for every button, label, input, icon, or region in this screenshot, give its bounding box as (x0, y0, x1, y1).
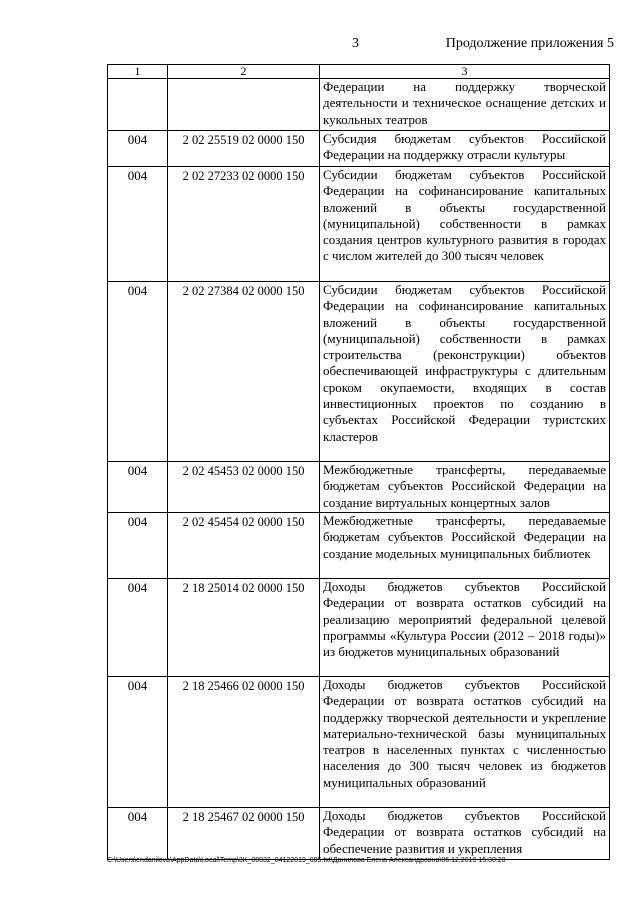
budget-code-cell: 2 02 45454 02 0000 150 (168, 513, 320, 579)
budget-code-cell: 2 02 25519 02 0000 150 (168, 131, 320, 167)
description-cell: Субсидии бюджетам субъектов Российской Федерации на софинансирование капитальных вложений в объекты государственной (муниципальной) собственности в рамках создания центров культурного развития в городах с числом жителей до 300 тысяч человек (320, 167, 610, 282)
description-cell: Субсидия бюджетам субъектов Российской Федерации на поддержку отрасли культуры (320, 131, 610, 167)
column-number-3: 3 (320, 65, 610, 79)
description-cell: Доходы бюджетов субъектов Российской Федерации от возврата остатков субсидий на реализацию мероприятий федеральной целевой программы «Культура России (2012 – 2018 годы)» из бюджетов муниципальных образований (320, 579, 610, 677)
admin-code-cell: 004 (108, 282, 168, 462)
budget-code-cell: 2 18 25467 02 0000 150 (168, 808, 320, 860)
admin-code-cell: 004 (108, 167, 168, 282)
admin-code-cell (108, 79, 168, 131)
table-row (108, 167, 610, 282)
table-row (108, 677, 610, 808)
budget-code-cell: 2 18 25466 02 0000 150 (168, 677, 320, 808)
page-number: 3 (352, 36, 359, 51)
description-cell: Федерации на поддержку творческой деятельности и техническое оснащение детских и кукольных театров (320, 79, 610, 131)
budget-code-cell: 2 02 27384 02 0000 150 (168, 282, 320, 462)
admin-code-cell: 004 (108, 513, 168, 579)
budget-code-cell (168, 79, 320, 131)
table-row (108, 513, 610, 579)
revenue-codes-table (107, 64, 610, 860)
column-number-row (108, 65, 610, 79)
description-cell: Доходы бюджетов субъектов Российской Федерации от возврата остатков субсидий на поддержку творческой деятельности и укрепление материально-технической базы муниципальных театров в населенных пунктах с численностью населения до 300 тысяч человек из бюджетов муниципальных образований (320, 677, 610, 808)
description-cell: Субсидии бюджетам субъектов Российской Федерации на софинансирование капитальных вложений в объекты государственной (муниципальной) собственности в рамках строительства (реконструкции) объектов обеспечивающей инфраструктуры с длительным сроком окупаемости, входящих в состав инвестиционных проектов по созданию в субъектах Российской Федерации туристских кластеров (320, 282, 610, 462)
column-number-1: 1 (108, 65, 168, 79)
budget-code-cell: 2 02 45453 02 0000 150 (168, 462, 320, 513)
continuation-label: Продолжение приложения 5 (445, 36, 614, 51)
admin-code-cell: 004 (108, 808, 168, 860)
table-row (108, 579, 610, 677)
table-row (108, 79, 610, 131)
budget-code-cell: 2 02 27233 02 0000 150 (168, 167, 320, 282)
admin-code-cell: 004 (108, 462, 168, 513)
admin-code-cell: 004 (108, 677, 168, 808)
budget-code-cell: 2 18 25014 02 0000 150 (168, 579, 320, 677)
table-row (108, 131, 610, 167)
admin-code-cell: 004 (108, 131, 168, 167)
description-cell: Доходы бюджетов субъектов Российской Федерации от возврата остатков субсидий на обеспечение развития и укрепления (320, 808, 610, 860)
table-row (108, 808, 610, 860)
description-cell: Межбюджетные трансферты, передаваемые бюджетам субъектов Российской Федерации на создание виртуальных концертных залов (320, 462, 610, 513)
table-row (108, 462, 610, 513)
table-row (108, 282, 610, 462)
description-cell: Межбюджетные трансферты, передаваемые бюджетам субъектов Российской Федерации на создание модельных муниципальных библиотек (320, 513, 610, 579)
admin-code-cell: 004 (108, 579, 168, 677)
file-path-footer: C:\Users\endanilova\AppData\Local\Temp\3K_00032_04122019_005.txt\Данилова Елена Александровна\06.12.2019 15:30:28 (107, 857, 506, 864)
column-number-2: 2 (168, 65, 320, 79)
